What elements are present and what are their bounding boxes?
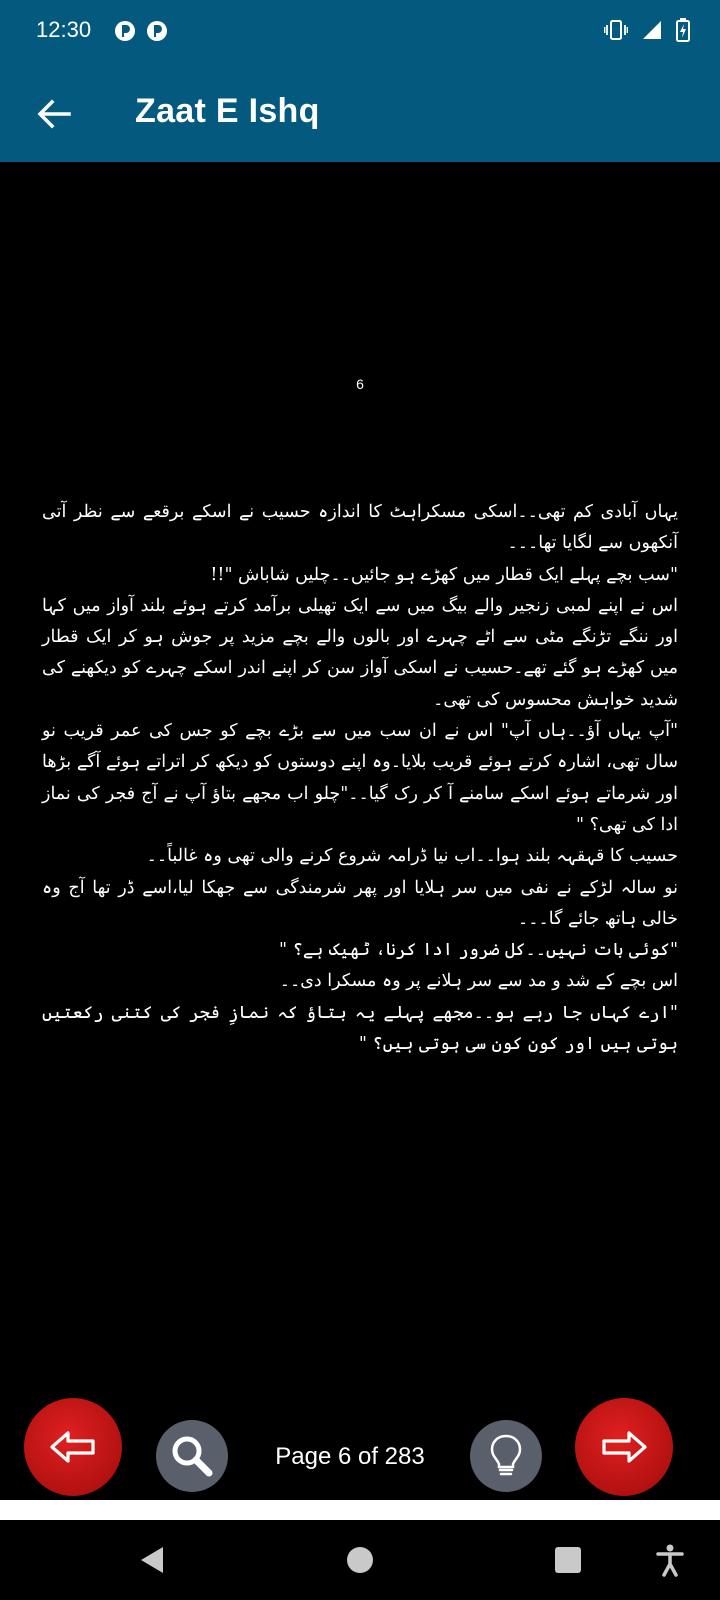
story-paragraph: "سب بچے پہلے ایک قطار میں کھڑے ہو جائیں۔۔چلیں شاباش "!! [210, 564, 678, 585]
search-icon [169, 1433, 215, 1479]
previous-page-button[interactable] [24, 1398, 122, 1496]
story-paragraph: "ارے کہاں جا رہے ہو۔۔مجھے پہلے یہ بتاؤ کہ نمازِ فجر کی کتنی رکعتیں ہوتی ہیں اور کون کون سی ہوتی ہیں؟ " [42, 1002, 678, 1055]
story-text [42, 497, 678, 1060]
lightbulb-button[interactable] [470, 1420, 542, 1492]
app-bar [0, 62, 720, 162]
circle-home-icon [345, 1545, 375, 1575]
story-paragraph: اس بچے کے شد و مد سے سر ہلانے پر وہ مسکرا دی۔۔ [279, 971, 678, 992]
triangle-back-icon [138, 1545, 166, 1575]
status-bar [0, 0, 720, 62]
story-paragraph: اس نے اپنے لمبی زنجیر والے بیگ میں سے ایک تھیلی برآمد کرتے ہوئے بلند آواز میں کہا اور ننگے تڑنگے مٹی سے اٹے چہرے اور بالوں والے بچے مزید پر جوش ہو کر ایک قطار میں کھڑے ہو گئے تھے۔حسیب نے اسکی آواز سن کر اپنے اندر اسکے چہرے کو دیکھنے کی شدید خواہش محسوس کی تھی۔ [42, 595, 678, 710]
square-recents-icon [553, 1545, 583, 1575]
reader-content[interactable] [0, 162, 720, 1500]
signal-icon [642, 20, 662, 44]
system-back-button[interactable] [132, 1540, 172, 1580]
arrow-left-outline-icon [50, 1430, 96, 1464]
arrow-left-icon [37, 99, 71, 129]
status-time: 12:30 [36, 17, 92, 42]
system-nav-bar [0, 1520, 720, 1600]
story-paragraph: یہاں آبادی کم تھی۔۔اسکی مسکراہٹ کا اندازہ حسیب نے اسکے برقعے سے نظر آتی آنکھوں سے لگایا تھا۔۔۔ [42, 502, 678, 554]
story-paragraph: "کوئی بات نہیں۔۔کل ضرور ادا کرنا، ٹھیک ہے؟ " [279, 940, 678, 961]
lightbulb-icon [489, 1433, 523, 1479]
vibrate-icon [604, 19, 628, 45]
arrow-right-outline-icon [601, 1430, 647, 1464]
divider-strip [0, 1500, 720, 1520]
next-page-button[interactable] [575, 1398, 673, 1496]
story-paragraph: "آپ یہاں آؤ۔۔ہاں آپ" اس نے ان سب میں سے بڑے بچے کو جس کی عمر قریب نو سال تھی، اشارہ کرتے ہوئے قریب بلایا۔وہ اپنے دوستوں کو دیکھ کر اتراتے ہوئے آگے بڑھا اور شرماتے ہوئے اسکے سامنے آ کر رک گیا۔۔"چلو اب مجھے بتاؤ آپ نے آج فجر کی نماز ادا کی تھی؟ " [42, 721, 678, 835]
system-home-button[interactable] [340, 1540, 380, 1580]
page-number: 6 [356, 376, 364, 392]
story-paragraph: حسیب کا قہقہہ بلند ہوا۔۔اب نیا ڈرامہ شروع کرنے والی تھی وہ غالباً۔۔ [146, 846, 678, 867]
notification-app-icon [146, 20, 168, 42]
accessibility-button[interactable] [650, 1540, 690, 1580]
back-button[interactable] [26, 86, 82, 142]
accessibility-icon [655, 1543, 685, 1577]
story-paragraph: نو سالہ لڑکے نے نفی میں سر ہلایا اور پھر شرمندگی سے جھکا لیا،اسے ڈر تھا آج وہ خالی ہاتھ جائے گا۔۔۔ [42, 877, 678, 929]
page-indicator: Page 6 of 283 [275, 1443, 425, 1470]
status-icons [604, 18, 690, 46]
search-button[interactable] [156, 1420, 228, 1492]
notification-app-icon [114, 20, 136, 42]
system-recents-button[interactable] [548, 1540, 588, 1580]
battery-icon [676, 18, 690, 46]
app-title: Zaat E Ishq [135, 92, 320, 130]
